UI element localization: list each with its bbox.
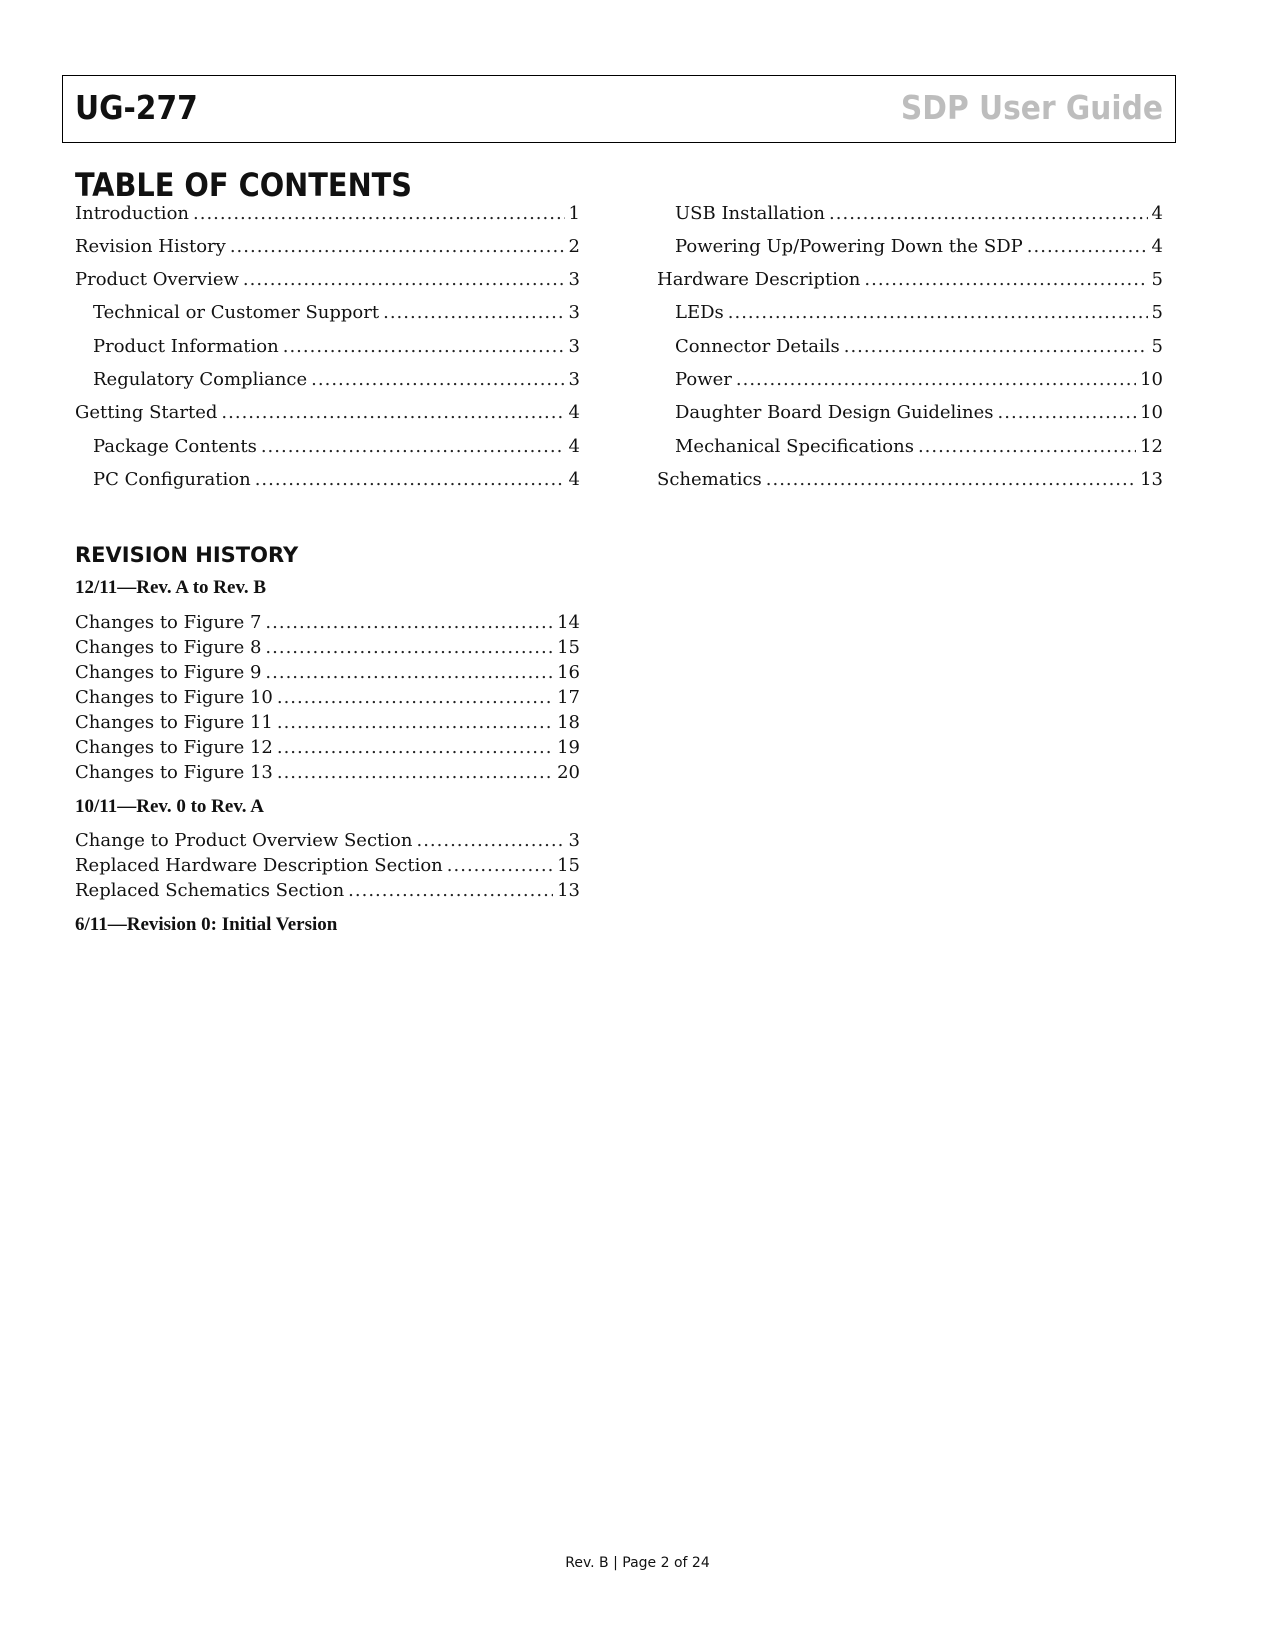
revision-entry-title: Changes to Figure 13 [75,762,273,783]
leader-dots [383,302,564,323]
toc-entry[interactable] [93,302,580,323]
toc-entry-title: Getting Started [75,402,218,423]
leader-dots [416,830,564,851]
leader-dots [1027,236,1148,257]
revision-subheading: 10/11—Rev. 0 to Rev. A [75,796,264,817]
toc-entry-title: Introduction [75,203,189,224]
toc-entry-title: Daughter Board Design Guidelines [675,402,994,423]
toc-entry-page: 4 [568,469,580,490]
leader-dots [277,687,553,708]
leader-dots [221,402,564,423]
toc-entry[interactable] [675,436,1163,457]
page-footer: Rev. B | Page 2 of 24 [565,1555,710,1571]
toc-entry[interactable] [93,436,580,457]
toc-entry-page: 4 [568,402,580,423]
toc-entry[interactable] [675,402,1163,423]
revision-entry-title: Change to Product Overview Section [75,830,413,851]
revision-entry-title: Changes to Figure 12 [75,737,273,758]
toc-entry-title: PC Configuration [93,469,251,490]
leader-dots [230,236,565,257]
leader-dots [277,762,553,783]
toc-entry[interactable] [657,269,1163,290]
toc-entry-title: Revision History [75,236,226,257]
toc-entry-page: 5 [1151,336,1163,357]
toc-entry[interactable] [75,203,580,224]
toc-entry-page: 3 [568,302,580,323]
toc-entry-title: Powering Up/Powering Down the SDP [675,236,1023,257]
leader-dots [736,369,1136,390]
revision-entry-page: 15 [557,637,580,658]
toc-entry[interactable] [675,302,1163,323]
leader-dots [255,469,565,490]
toc-entry[interactable] [675,236,1163,257]
toc-entry-title: Product Information [93,336,279,357]
toc-entry-page: 13 [1140,469,1163,490]
revision-entry [75,687,580,708]
leader-dots [277,712,553,733]
revision-entry-page: 3 [568,830,580,851]
revision-entry-title: Changes to Figure 9 [75,662,262,683]
toc-entry-page: 4 [1151,236,1163,257]
toc-entry-title: Package Contents [93,436,257,457]
revision-entry-title: Changes to Figure 11 [75,712,273,733]
revision-entry-page: 14 [557,612,580,633]
toc-entry-page: 2 [568,236,580,257]
toc-entry-page: 10 [1140,402,1163,423]
revision-entry-page: 19 [557,737,580,758]
toc-entry[interactable] [675,369,1163,390]
revision-entry-page: 13 [557,880,580,901]
toc-entry-page: 5 [1151,269,1163,290]
toc-entry[interactable] [675,336,1163,357]
revision-entry [75,737,580,758]
revision-entry-page: 16 [557,662,580,683]
revision-history-heading: REVISION HISTORY [75,543,299,567]
toc-entry-title: Schematics [657,469,762,490]
toc-entry-page: 5 [1151,302,1163,323]
revision-entry-page: 15 [557,855,580,876]
revision-entry-title: Changes to Figure 8 [75,637,262,658]
toc-entry-page: 1 [568,203,580,224]
revision-subheading: 12/11—Rev. A to Rev. B [75,577,267,598]
toc-entry[interactable] [75,269,580,290]
toc-entry[interactable] [75,402,580,423]
toc-entry-title: Product Overview [75,269,239,290]
toc-entry-title: Regulatory Compliance [93,369,308,390]
toc-entry[interactable] [93,336,580,357]
revision-entry [75,762,580,783]
page-header [62,75,1176,143]
toc-entry-title: LEDs [675,302,724,323]
toc-entry[interactable] [93,469,580,490]
toc-entry-page: 4 [568,436,580,457]
revision-entry [75,830,580,851]
revision-entry [75,612,580,633]
leader-dots [277,737,553,758]
toc-entry-page: 12 [1140,436,1163,457]
leader-dots [265,662,553,683]
revision-entry [75,662,580,683]
toc-entry-title: Connector Details [675,336,840,357]
toc-entry-title: Power [675,369,732,390]
leader-dots [193,203,565,224]
revision-entry-page: 20 [557,762,580,783]
toc-entry-page: 4 [1151,203,1163,224]
revision-entry-title: Changes to Figure 10 [75,687,273,708]
leader-dots [283,336,565,357]
leader-dots [265,637,553,658]
document-title: SDP User Guide [900,88,1163,127]
toc-entry[interactable] [675,203,1163,224]
leader-dots [864,269,1147,290]
leader-dots [447,855,553,876]
revision-entry [75,855,580,876]
toc-heading: TABLE OF CONTENTS [75,166,413,204]
revision-entry-page: 17 [557,687,580,708]
document-id: UG-277 [75,88,198,127]
revision-entry [75,712,580,733]
leader-dots [261,436,565,457]
revision-entry-title: Replaced Schematics Section [75,880,345,901]
toc-entry-title: Technical or Customer Support [93,302,380,323]
toc-entry-page: 3 [568,336,580,357]
leader-dots [766,469,1136,490]
revision-entry-page: 18 [557,712,580,733]
toc-entry[interactable] [657,469,1163,490]
revision-entry-title: Replaced Hardware Description Section [75,855,443,876]
revision-entry [75,880,580,901]
leader-dots [998,402,1137,423]
toc-entry-title: USB Installation [675,203,826,224]
toc-entry[interactable] [93,369,580,390]
toc-entry-title: Hardware Description [657,269,861,290]
toc-entry-page: 3 [568,269,580,290]
revision-entry-title: Changes to Figure 7 [75,612,262,633]
toc-entry-page: 3 [568,369,580,390]
leader-dots [348,880,553,901]
revision-entry [75,637,580,658]
leader-dots [918,436,1136,457]
toc-entry-page: 10 [1140,369,1163,390]
toc-entry-title: Mechanical Specifications [675,436,914,457]
leader-dots [243,269,565,290]
leader-dots [311,369,564,390]
leader-dots [728,302,1148,323]
toc-entry[interactable] [75,236,580,257]
leader-dots [829,203,1148,224]
leader-dots [844,336,1148,357]
leader-dots [265,612,553,633]
revision-subheading: 6/11—Revision 0: Initial Version [75,914,338,935]
